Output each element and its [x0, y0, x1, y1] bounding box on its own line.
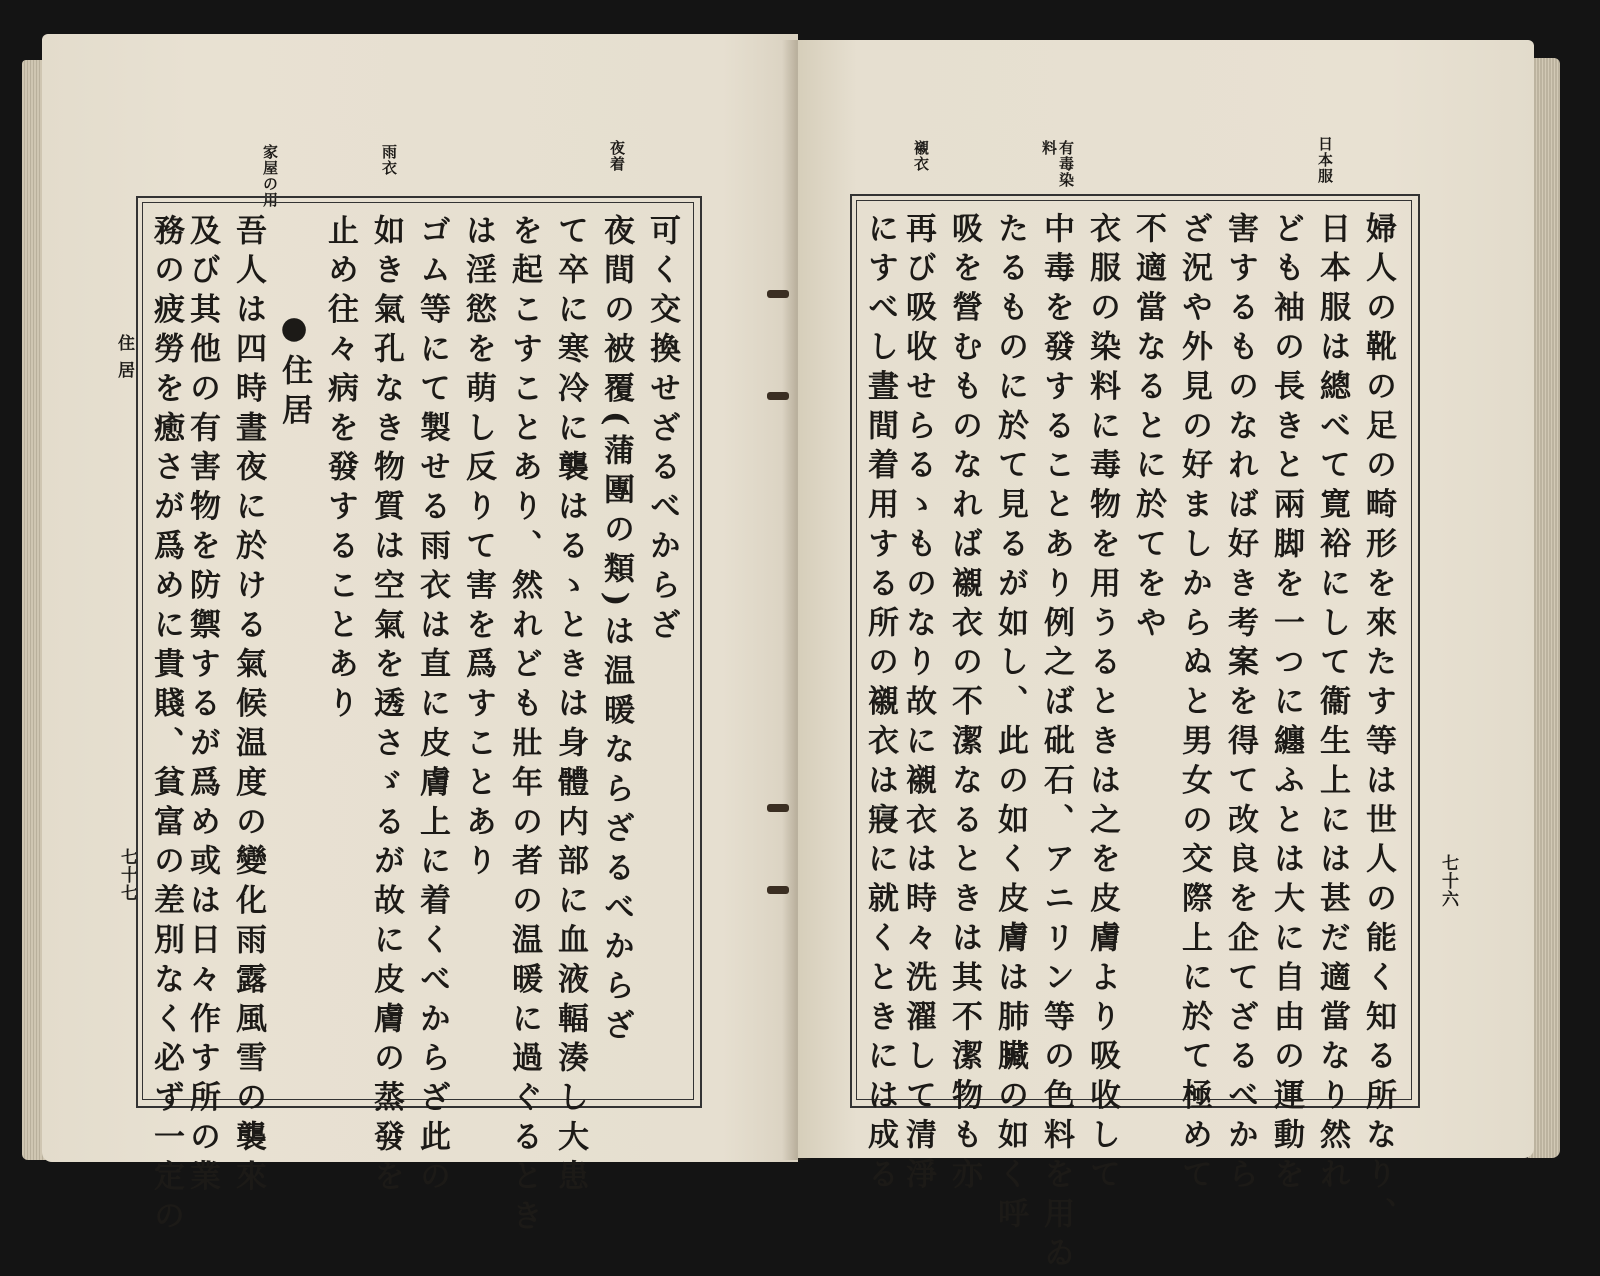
text-column: 婦人の靴の足の畸形を來たす等は世人の能く知る所なり、 — [1360, 212, 1396, 1237]
running-title: 住居 — [114, 334, 134, 388]
text-column: 日本服は總べて寛裕にして衞生上には甚だ適當なり然れ — [1314, 212, 1350, 1197]
text-column: 如き氣孔なき物質は空氣を透さゞるが故に皮膚の蒸發を — [368, 214, 404, 1199]
text-column: 再び吸收せらるゝものなり故に襯衣は時々洗濯して清淨 — [900, 212, 936, 1197]
text-column: 止め往々病を發することあり — [322, 214, 358, 727]
binding-stitch — [767, 290, 789, 298]
page-number-left: 七十七 — [117, 848, 137, 902]
binding-stitch — [767, 886, 789, 894]
section-heading-jukyo: ●住居 — [276, 310, 312, 434]
text-column: ゴム等にて製せる雨衣は直に皮膚上に着くべからざ此の — [414, 214, 450, 1199]
text-column: 不適當なるとに於てをや — [1130, 212, 1166, 646]
text-column: ざ況や外見の好ましからぬと男女の交際上に於て極めて — [1176, 212, 1212, 1197]
text-column: ども袖の長きと兩脚を一つに纏ふとは大に自由の運動を — [1268, 212, 1304, 1197]
heading-yudoku: 有毒染料 — [1040, 140, 1075, 188]
text-column: 吸を營むものなれば襯衣の不潔なるときは其不潔物も亦 — [946, 212, 982, 1197]
heading-yogi: 夜着 — [608, 140, 626, 172]
heading-nihonfuku: 日本服 — [1316, 136, 1334, 184]
page-number-right: 七十六 — [1438, 854, 1458, 908]
left-page — [42, 34, 798, 1239]
text-column: 吾人は四時晝夜に於ける氣候温度の變化雨露風雪の襲來 — [230, 214, 266, 1199]
text-column: 夜間の被覆(蒲團の類)は温暖ならざるべからざ — [598, 214, 634, 1049]
binding-stitch — [767, 804, 789, 812]
text-column: 衣服の染料に毒物を用うるときは之を皮膚より吸收して — [1084, 212, 1120, 1197]
text-column: は淫慾を萌し反りて害を爲すことあり — [460, 214, 496, 884]
text-column: たるものに於て見るが如し、此の如く皮膚は肺臟の如く呼 — [992, 212, 1028, 1237]
text-column: 可く交換せざるべからざ — [644, 214, 680, 648]
text-column: 中毒を發することあり例之ば砒石、アニリン等の色料を用ゐ — [1038, 212, 1074, 1276]
heading-amagi: 雨衣 — [380, 144, 398, 176]
text-column: にすべし晝間着用する所の襯衣は寢に就くときには成る — [862, 212, 898, 1197]
heading-shatsu: 襯衣 — [912, 140, 930, 172]
right-page — [798, 40, 1534, 1276]
binding-stitch — [767, 392, 789, 400]
text-column: 務の疲勞を癒さが爲めに貴賤、貧富の差別なく必ず一定の — [148, 214, 184, 1239]
text-column: 及び其他の有害物を防禦するが爲め或は日々作す所の業 — [184, 214, 220, 1199]
heading-kaoku: 家屋の用 — [261, 144, 279, 208]
text-column: て卒に寒冷に襲はるゝときは身體内部に血液輻湊し大患 — [552, 214, 588, 1199]
text-column: を起こすことあり、然れども壯年の者の温暖に過ぐるとき — [506, 214, 542, 1239]
text-column: 害するものなれば好き考案を得て改良を企てざるべから — [1222, 212, 1258, 1197]
